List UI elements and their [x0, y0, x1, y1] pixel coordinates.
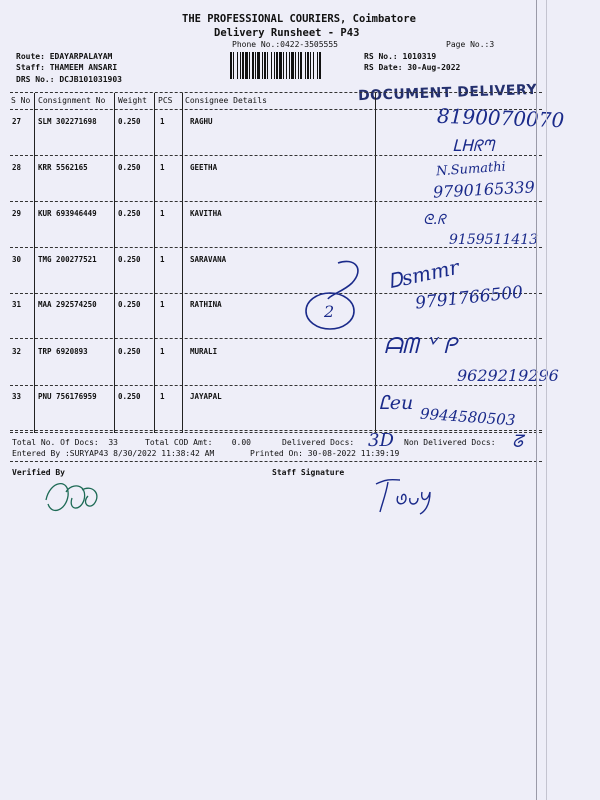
divider	[10, 201, 542, 202]
cell-consignment: KUR 693946449	[38, 209, 97, 218]
barcode-bar	[257, 52, 260, 79]
staff: Staff: THAMEEM ANSARI	[16, 63, 118, 72]
printed-on: Printed On: 30-08-2022 11:39:19	[250, 449, 400, 458]
handwritten-phone: 9790165339	[432, 177, 536, 202]
cell-weight: 0.250	[118, 392, 141, 401]
rs-number: RS No.: 1010319	[364, 52, 437, 61]
barcode-bar	[240, 52, 241, 79]
barcode-bar	[317, 52, 318, 79]
barcode-bar	[310, 52, 311, 79]
divider	[10, 430, 542, 431]
cell-pcs: 1	[160, 300, 165, 309]
cell-sno: 30	[12, 255, 22, 264]
col-consignee: Consignee Details	[185, 96, 267, 105]
barcode-bar	[295, 52, 296, 79]
document-delivery-stamp: DOCUMENT DELIVERY	[357, 81, 538, 105]
total-docs: Total No. Of Docs: 33	[12, 438, 118, 447]
handwritten-signature: ᒪᕼᖇᘉ	[452, 136, 494, 155]
phone-number: Phone No.:0422-3505555	[232, 40, 338, 49]
barcode-bar	[262, 52, 263, 79]
route: Route: EDAYARPALAYAM	[16, 52, 113, 61]
col-consignment: Consignment No	[38, 96, 106, 105]
scan-edge-line	[536, 0, 537, 800]
barcode-bar	[279, 52, 282, 79]
cell-consignment: SLM 302271698	[38, 117, 97, 126]
handwritten-phone: 9944580503	[419, 404, 516, 430]
col-sno: S No	[11, 96, 31, 105]
cell-consignee: SARAVANA	[190, 255, 227, 264]
cell-consignment: MAA 292574250	[38, 300, 97, 309]
cell-consignee: RATHINA	[190, 300, 222, 309]
barcode-bar	[267, 52, 268, 79]
barcode-bar	[255, 52, 256, 79]
barcode-bar	[237, 52, 238, 79]
handwritten-phone: 9159511413	[449, 232, 539, 248]
circled-number-text: 2	[324, 302, 335, 321]
barcode-bar	[233, 52, 234, 79]
cell-sno: 27	[12, 117, 22, 126]
delivered-docs: Delivered Docs:	[282, 438, 355, 447]
cell-pcs: 1	[160, 117, 165, 126]
barcode-bar	[230, 52, 232, 79]
barcode-bar	[249, 52, 250, 79]
barcode-bar	[286, 52, 287, 79]
non-delivered-docs: Non Delivered Docs:	[404, 438, 496, 447]
cell-consignment: PNU 756176959	[38, 392, 97, 401]
rs-date: RS Date: 30-Aug-2022	[364, 63, 461, 72]
cell-consignment: KRR 5562165	[38, 163, 88, 172]
entered-by: Entered By :SURYAP43 8/30/2022 11:38:42 AM	[12, 449, 215, 458]
cell-consignee: MURALI	[190, 347, 218, 356]
cell-weight: 0.250	[118, 255, 141, 264]
barcode-bar	[271, 52, 272, 79]
barcode-bar	[276, 52, 278, 79]
barcode-bar	[300, 52, 302, 79]
handwritten-signature: Ꮭeu	[379, 392, 414, 414]
handwritten-signature: ᘓ.ᖇ	[423, 212, 446, 228]
col-weight: Weight	[118, 96, 147, 105]
divider	[10, 385, 542, 386]
scan-edge-line	[546, 0, 547, 800]
cell-weight: 0.250	[118, 347, 141, 356]
cell-pcs: 1	[160, 347, 165, 356]
circled-number	[300, 255, 380, 335]
barcode-bar	[298, 52, 299, 79]
cell-weight: 0.250	[118, 300, 141, 309]
cell-weight: 0.250	[118, 163, 141, 172]
barcode-bar	[289, 52, 290, 79]
verifier-signature	[38, 470, 108, 520]
handwritten-delivered: 3D	[368, 430, 394, 451]
handwritten-signature: ᗩᗰ ᘁ ᑭ	[384, 334, 457, 359]
handwritten-name: N.Sumathi	[435, 159, 507, 180]
staff-signature-label: Staff Signature	[272, 468, 345, 477]
company-name: THE PROFESSIONAL COURIERS, Coimbatore	[182, 13, 416, 25]
handwritten-non-delivered: ᘔ	[512, 432, 523, 452]
divider	[10, 432, 542, 433]
cell-weight: 0.250	[118, 209, 141, 218]
page-number: Page No.:3	[446, 40, 495, 49]
divider	[10, 92, 542, 93]
handwritten-phone: 9629219296	[457, 366, 559, 385]
barcode-bar	[313, 52, 314, 79]
handwritten-phone: 8190070070	[436, 103, 565, 133]
col-pcs: PCS	[158, 96, 173, 105]
cell-sno: 33	[12, 392, 22, 401]
cell-sno: 29	[12, 209, 22, 218]
cell-pcs: 1	[160, 209, 165, 218]
cell-pcs: 1	[160, 255, 165, 264]
barcode-bar	[307, 52, 309, 79]
barcode-bar	[245, 52, 248, 79]
barcode-bar	[264, 52, 266, 79]
barcode	[230, 52, 355, 79]
cell-consignment: TMG 200277521	[38, 255, 97, 264]
barcode-bar	[242, 52, 244, 79]
cell-sno: 32	[12, 347, 22, 356]
drs-number: DRS No.: DCJB101031903	[16, 75, 122, 84]
barcode-bar	[291, 52, 294, 79]
cell-consignee: JAYAPAL	[190, 392, 222, 401]
barcode-bar	[252, 52, 254, 79]
cell-sno: 31	[12, 300, 22, 309]
divider	[10, 461, 542, 462]
cell-consignment: TRP 6920893	[38, 347, 88, 356]
staff-signature	[370, 472, 440, 517]
handwritten-phone: 9791766500	[414, 282, 524, 314]
barcode-bar	[305, 52, 306, 79]
cell-pcs: 1	[160, 163, 165, 172]
cell-sno: 28	[12, 163, 22, 172]
divider	[10, 338, 542, 339]
runsheet-title: Delivery Runsheet - P43	[214, 27, 360, 39]
total-cod: Total COD Amt: 0.00	[145, 438, 251, 447]
cell-consignee: RAGHU	[190, 117, 213, 126]
cell-consignee: KAVITHA	[190, 209, 222, 218]
handwritten-signature: Ꭰsmmr	[386, 254, 462, 294]
cell-consignee: GEETHA	[190, 163, 218, 172]
verified-by: Verified By	[12, 468, 65, 477]
cell-pcs: 1	[160, 392, 165, 401]
barcode-bar	[283, 52, 284, 79]
barcode-bar	[319, 52, 321, 79]
cell-weight: 0.250	[118, 117, 141, 126]
barcode-bar	[274, 52, 275, 79]
